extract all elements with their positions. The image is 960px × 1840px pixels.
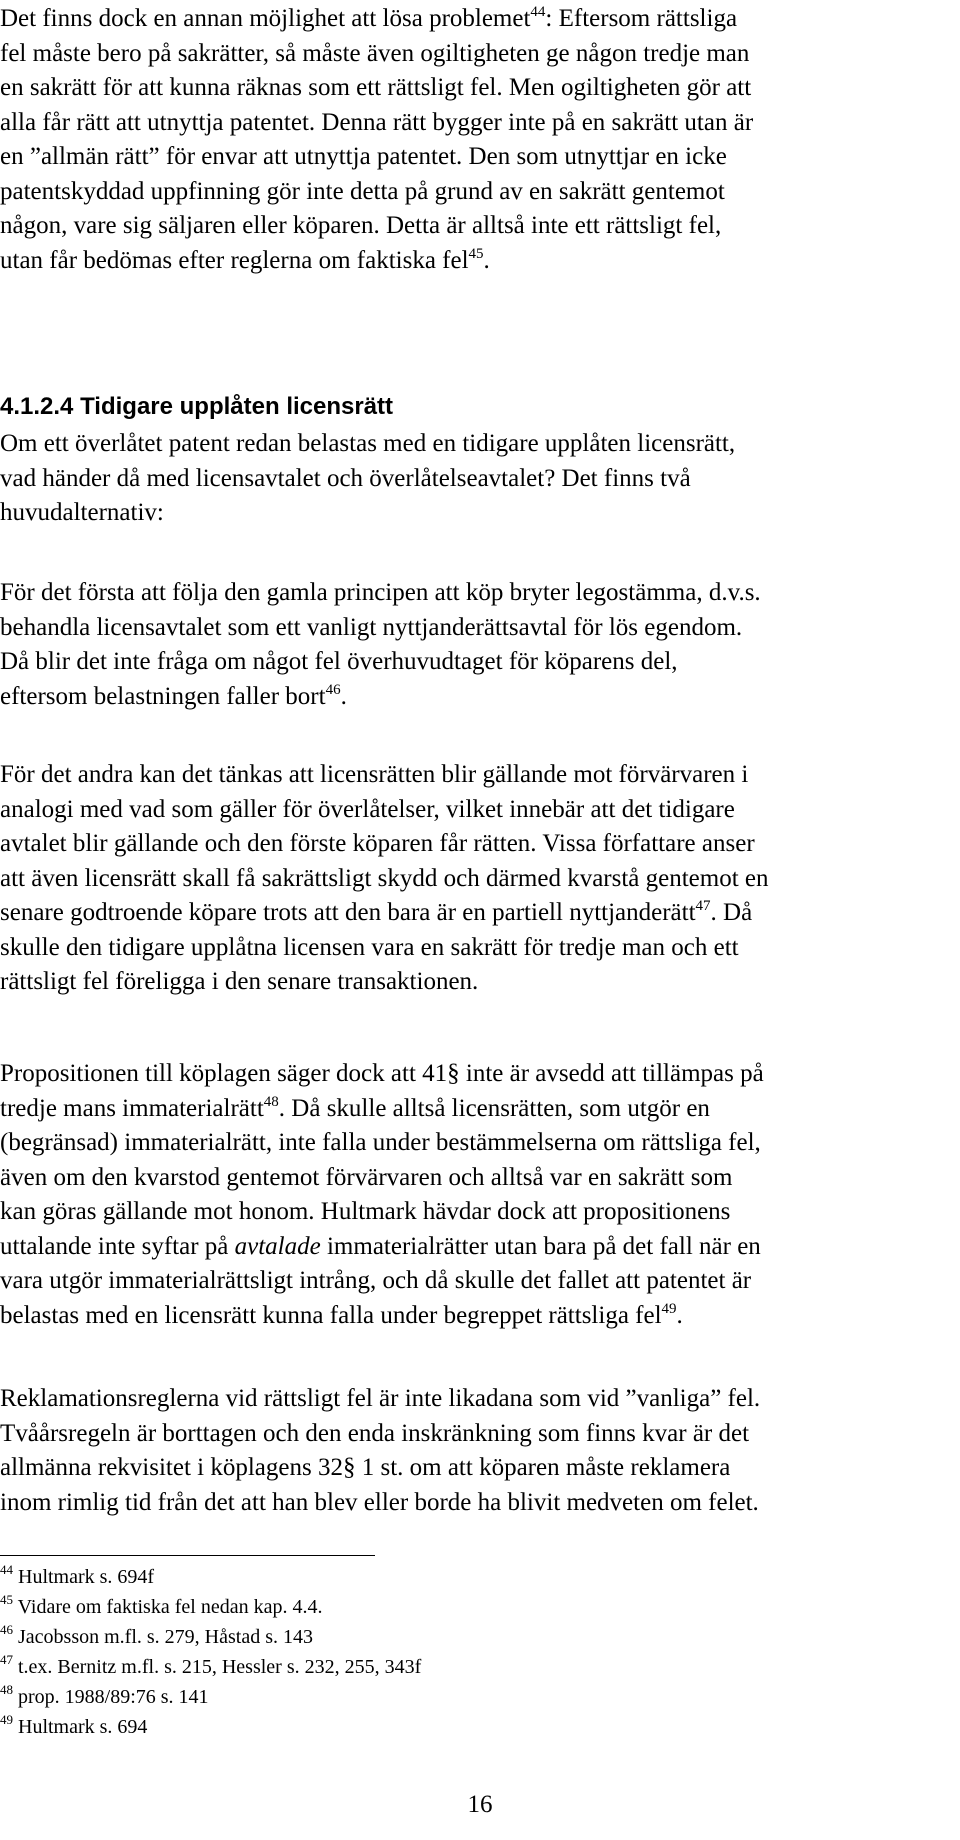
text-line: avtalet blir gällande och den förste köparen får rätten. Vissa författare anser	[0, 830, 755, 857]
text-line: rättsligt fel föreligga i den senare transaktionen.	[0, 968, 479, 995]
section-heading: 4.1.2.4 Tidigare upplåten licensrätt	[0, 393, 394, 420]
paragraph-ogiltighet	[0, 2, 753, 278]
emphasis-avtalade: avtalade	[234, 1232, 321, 1260]
text-line: kan göras gällande mot honom. Hultmark hävdar dock att propositionens	[0, 1198, 731, 1225]
text-line: tredje mans immaterialrätt$^{48}$. Då skulle alltså licensrätten, som utgör en	[0, 1093, 710, 1122]
text-line: allmänna rekvisitet i köplagens 32§ 1 st. om att köparen måste reklamera	[0, 1454, 731, 1481]
footnote-separator	[0, 1555, 375, 1556]
text-line: Propositionen till köplagen säger dock att 41§ inte är avsedd att tillämpas på	[0, 1060, 764, 1087]
text-line: belastas med en licensrätt kunna falla under begreppet rättsliga fel$^{49}$.	[0, 1300, 683, 1329]
paragraph-reklamation	[0, 1382, 760, 1520]
text-line: skulle den tidigare upplåtna licensen vara en sakrätt för tredje man och ett	[0, 933, 739, 961]
footnote-44: $^{44}$ Hultmark s. 694f	[0, 1562, 155, 1588]
footnote-47: $^{47}$ t.ex. Bernitz m.fl. s. 215, Hessler s. 232, 255, 343f	[0, 1652, 422, 1678]
text-line: eftersom belastningen faller bort$^{46}$.	[0, 681, 347, 710]
footnote-ref-44[interactable]: 44	[530, 4, 546, 20]
text-line: inom rimlig tid från det att han blev eller borde ha blivit medveten om felet.	[0, 1488, 759, 1516]
text-line: någon, vare sig säljaren eller köparen. Detta är alltså inte ett rättsligt fel,	[0, 212, 722, 239]
text-line: Om ett överlåtet patent redan belastas med en tidigare upplåten licensrätt,	[0, 430, 736, 457]
text-line: analogi med vad som gäller för överlåtelser, vilket innebär att det tidigare	[0, 795, 735, 823]
footnote-49: $^{49}$ Hultmark s. 694	[0, 1712, 148, 1738]
footnote-ref-48[interactable]: 48	[263, 1093, 279, 1110]
footnote-45: $^{45}$ Vidare om faktiska fel nedan kap. 4.4.	[0, 1592, 323, 1618]
text-line: alla får rätt att utnyttja patentet. Denna rätt bygger inte på en sakrätt utan är	[0, 108, 754, 136]
footnote-48: $^{48}$ prop. 1988/89:76 s. 141	[0, 1682, 209, 1708]
footnote-ref-49[interactable]: 49	[661, 1300, 677, 1317]
text-line: Reklamationsreglerna vid rättsligt fel är inte likadana som vid ”vanliga” fel.	[0, 1385, 761, 1412]
text-line: även om den kvarstod gentemot förvärvaren och alltså var en sakrätt som	[0, 1163, 733, 1191]
text-line: patentskyddad uppfinning gör inte detta på grund av en sakrätt gentemot	[0, 177, 725, 205]
text-line: Det finns dock en annan möjlighet att lösa problemet$^{44}$: Eftersom rättsliga	[0, 4, 738, 32]
text-line: För det andra kan det tänkas att licensrätten blir gällande mot förvärvaren i	[0, 761, 749, 788]
text-line: uttalande inte syftar på avtalade immaterialrätter utan bara på det fall när en	[0, 1232, 761, 1260]
footnotes	[0, 1562, 421, 1742]
footnote-ref-45[interactable]: 45	[468, 245, 484, 262]
text-line: vara utgör immaterialrättsligt intrång, och då skulle det fallet att patentet är	[0, 1267, 752, 1294]
paragraph-intro	[0, 427, 735, 531]
paragraph-propositionen	[0, 1057, 764, 1333]
paragraph-second-alternative	[0, 758, 769, 1000]
text-line: en ”allmän rätt” för envar att utnyttja patentet. Den som utnyttjar en icke	[0, 143, 727, 170]
text-line: Tvåårsregeln är borttagen och den enda inskränkning som finns kvar är det	[0, 1419, 750, 1447]
text-line: behandla licensavtalet som ett vanligt nyttjanderättsavtal för lös egendom.	[0, 613, 743, 641]
footnote-ref-46[interactable]: 46	[325, 681, 341, 698]
text-line: fel måste bero på sakrätter, så måste även ogiltigheten ge någon tredje man	[0, 39, 750, 67]
text-line: (begränsad) immaterialrätt, inte falla under bestämmelserna om rättsliga fel,	[0, 1129, 761, 1156]
text-line: utan får bedömas efter reglerna om faktiska fel$^{45}$.	[0, 245, 490, 274]
footnote-46: $^{46}$ Jacobsson m.fl. s. 279, Håstad s. 143	[0, 1622, 313, 1648]
text-line: en sakrätt för att kunna räknas som ett rättsligt fel. Men ogiltigheten gör att	[0, 74, 752, 101]
page-number: 16	[467, 1791, 493, 1818]
text-line: För det första att följa den gamla principen att köp bryter legostämma, d.v.s.	[0, 579, 761, 606]
text-line: senare godtroende köpare trots att den bara är en partiell nyttjanderätt$^{47}$. Då	[0, 898, 753, 926]
text-line: huvudalternativ:	[0, 499, 164, 526]
footnote-ref-47[interactable]: 47	[695, 898, 711, 914]
text-line: Då blir det inte fråga om något fel överhuvudtaget för köparens del,	[0, 648, 678, 675]
text-line: vad händer då med licensavtalet och överlåtelseavtalet? Det finns två	[0, 464, 691, 492]
paragraph-first-alternative	[0, 576, 761, 714]
text-line: att även licensrätt skall få sakrättsligt skydd och därmed kvarstå gentemot en	[0, 864, 769, 892]
